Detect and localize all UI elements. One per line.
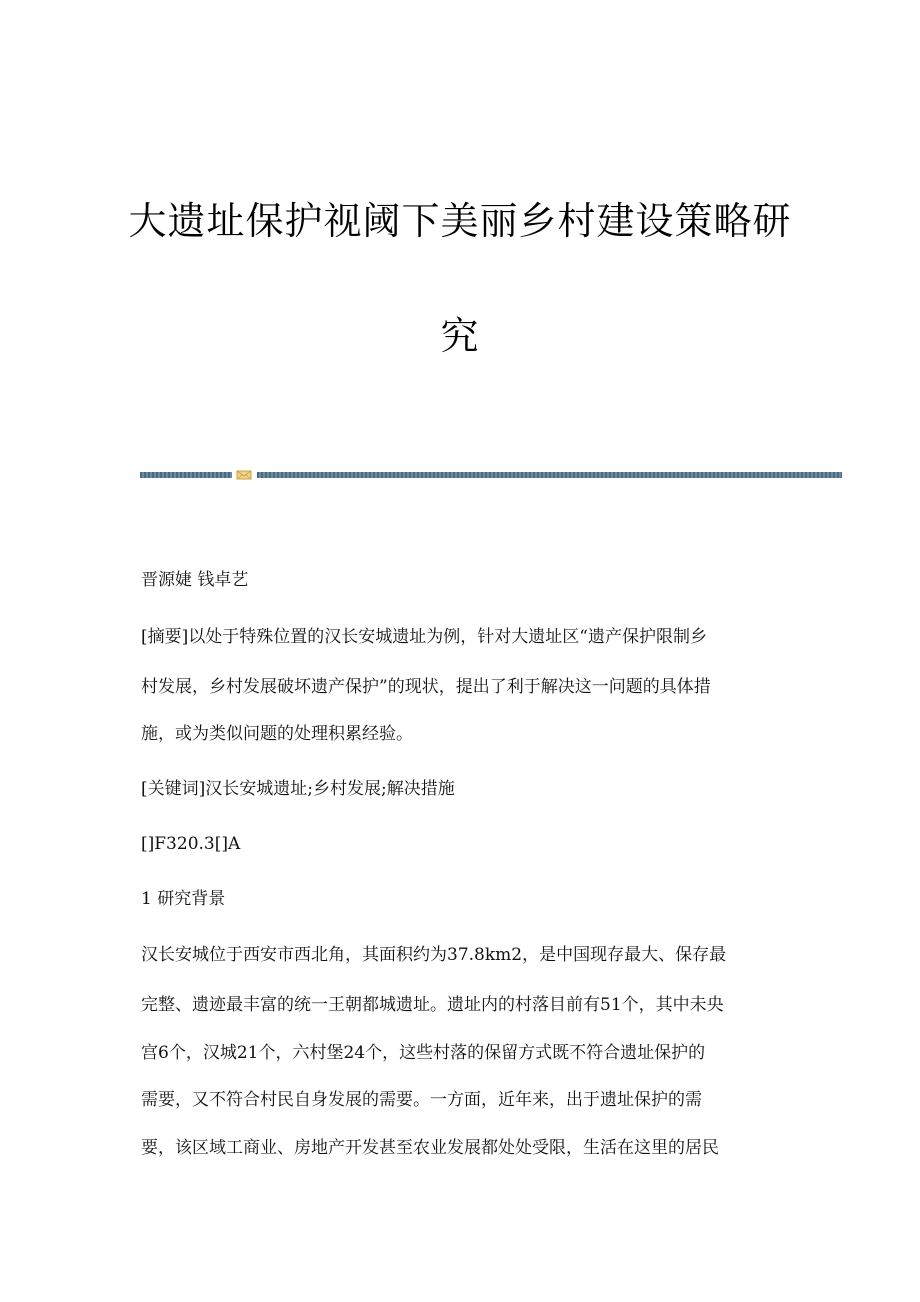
page-title-line-1: 大遗址保护视阈下美丽乡村建设策略研	[128, 199, 792, 243]
classification: []F320.3[]A	[141, 834, 241, 854]
body-line: 完整、遗迹最丰富的统一王朝都城遗址。遗址内的村落目前有51个，其中未央	[141, 995, 724, 1015]
ornament-icon	[236, 470, 252, 480]
keywords: [关键词]汉长安城遗址;乡村发展;解决措施	[141, 779, 455, 799]
section-heading: 1 研究背景	[141, 889, 226, 909]
divider-bar-right	[257, 472, 842, 478]
title-divider	[140, 470, 842, 480]
body-line: 宫6个，汉城21个，六村堡24个，这些村落的保留方式既不符合遗址保护的	[141, 1043, 706, 1063]
body-line: 汉长安城位于西安市西北角，其面积约为37.8km2，是中国现存最大、保存最	[141, 945, 727, 965]
divider-bar-left	[140, 472, 232, 478]
page-title-line-2: 究	[440, 314, 480, 358]
body-line: 需要，又不符合村民自身发展的需要。一方面，近年来，出于遗址保护的需	[141, 1090, 702, 1110]
abstract-line: [摘要]以处于特殊位置的汉长安城遗址为例，针对大遗址区“遗产保护限制乡	[141, 627, 707, 647]
authors: 晋源婕 钱卓艺	[141, 570, 249, 590]
abstract-line: 村发展，乡村发展破坏遗产保护”的现状，提出了利于解决这一问题的具体措	[141, 677, 711, 697]
abstract-line: 施，或为类似问题的处理积累经验。	[141, 724, 413, 744]
body-line: 要，该区域工商业、房地产开发甚至农业发展都处处受限，生活在这里的居民	[141, 1138, 719, 1158]
